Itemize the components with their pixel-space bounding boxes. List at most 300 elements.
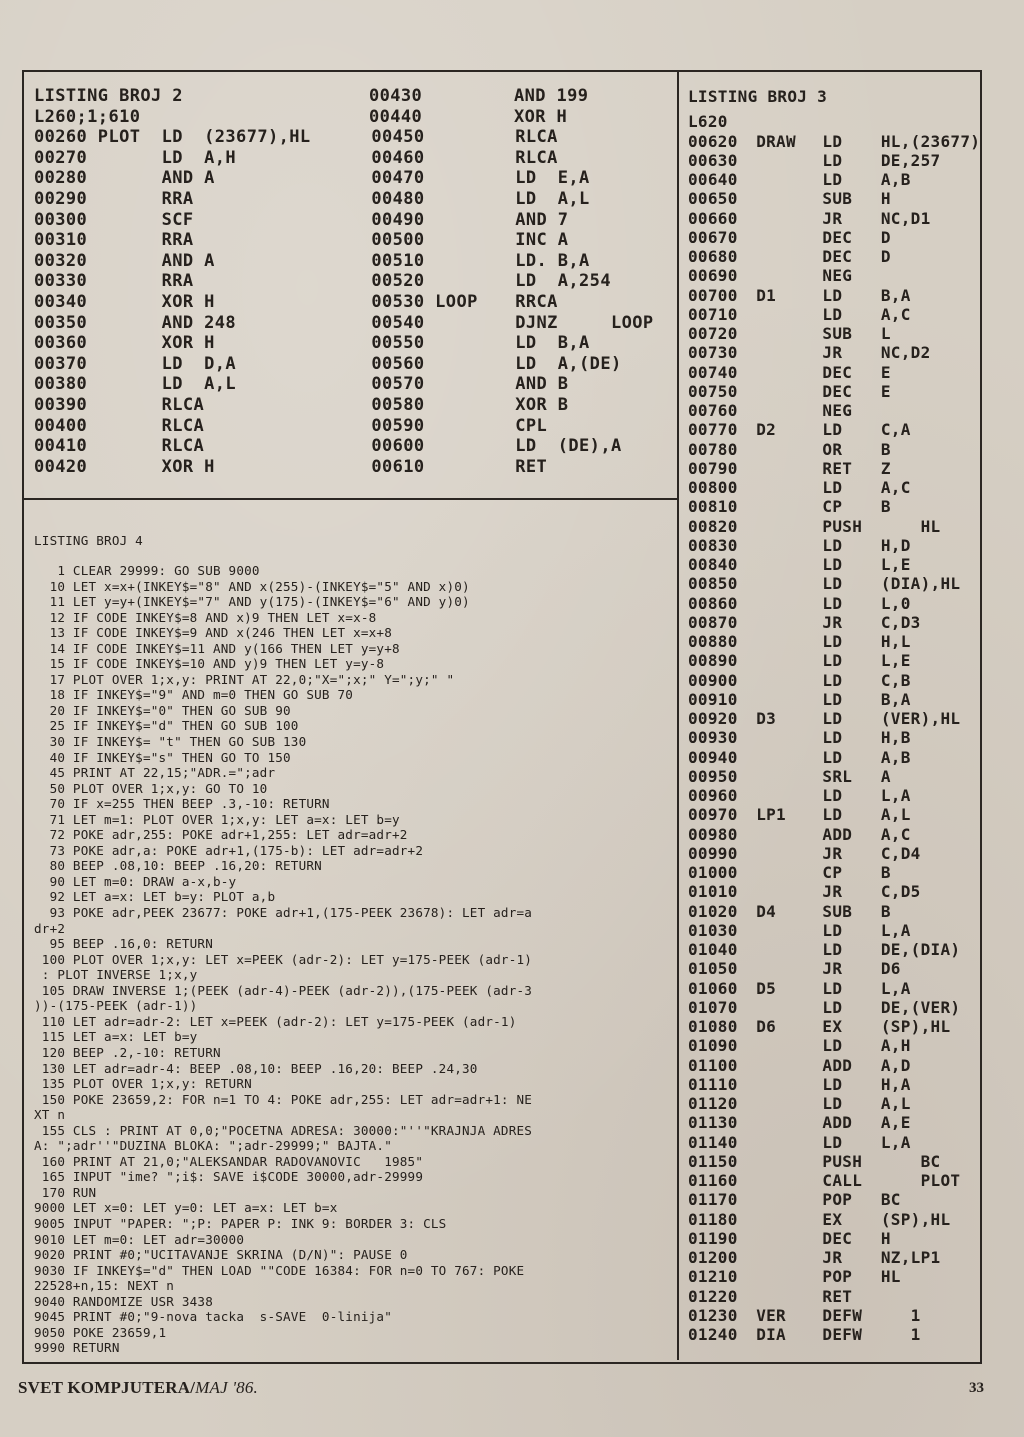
- listing-3-line-number: 01080: [688, 1017, 738, 1036]
- listing-3-row: [688, 651, 988, 670]
- listing-3-line-number: 01020: [688, 901, 738, 921]
- listing-4-line: 105 DRAW INVERSE 1;(PEEK (adr-4)-PEEK (adr-2)),(175-PEEK (adr-3: [34, 982, 533, 998]
- listing-3-operand: [881, 1287, 988, 1306]
- listing-3-operand: B: [880, 901, 891, 921]
- listing-3-operand: D: [880, 227, 891, 247]
- listing-4-line: 22528+n,15: NEXT n: [34, 1278, 175, 1294]
- listing-3-row: [688, 555, 988, 574]
- listing-3-line-number: 00700: [688, 285, 738, 305]
- listing-4-line: 90 LET m=0: DRAW a-x,b-y: [34, 873, 237, 889]
- listing-2-row: [34, 189, 674, 210]
- listing-3-operand: B,A: [880, 285, 911, 305]
- listing-2-instruction: RLCA: [515, 147, 558, 168]
- listing-3-label: D1: [756, 285, 777, 305]
- listing-2-instruction: LD B,A: [515, 333, 590, 354]
- listing-3-opcode: EX: [822, 1017, 843, 1036]
- listing-3-row: [688, 863, 988, 882]
- listing-3-operand: HL: [880, 516, 941, 536]
- listing-2-left-code: 00360 XOR H: [34, 333, 215, 354]
- listing-3-row: [688, 709, 988, 728]
- listing-4-line: 9045 PRINT #0;"9-nova tacka s-SAVE 0-linija": [34, 1309, 392, 1325]
- listing-2-left-code: 00320 AND A: [34, 250, 215, 271]
- listing-3-line-number: 00710: [688, 304, 738, 324]
- listing-2-row: [34, 436, 674, 457]
- listing-2-row: [34, 292, 674, 313]
- listing-3-row: [688, 459, 988, 478]
- listing-3-operand: L: [880, 324, 891, 343]
- listing-2-left-code: 00370 LD D,A: [34, 353, 237, 374]
- listing-3-operand: H,A: [880, 1074, 911, 1094]
- listing-3-operand: L,0: [880, 593, 911, 613]
- listing-3-line-number: 01110: [688, 1074, 738, 1094]
- listing-3-opcode: LD: [822, 593, 843, 613]
- listing-3-row: [688, 767, 988, 786]
- listing-2-left-code: 00290 RRA: [34, 188, 194, 209]
- listing-3-opcode: LD: [822, 997, 843, 1017]
- listing-3-label: [756, 651, 822, 670]
- listing-3-row: [688, 632, 988, 651]
- listing-2-left-code: 00350 AND 248: [34, 312, 237, 333]
- listing-4-line: 110 LET adr=adr-2: LET x=PEEK (adr-2): LET y=175-PEEK (adr-1): [34, 1013, 517, 1029]
- listing-3-line-number: 01030: [688, 920, 738, 940]
- listing-3-label: D4: [756, 901, 777, 921]
- listing-3-line-number: 00620: [688, 131, 738, 151]
- listing-3-line-number: 01120: [688, 1094, 738, 1113]
- listing-3-operand: A,H: [880, 1036, 911, 1056]
- listing-2-instruction: DJNZ LOOP: [515, 312, 654, 333]
- listing-3-row: [688, 1248, 988, 1267]
- listing-3-operand: H: [880, 189, 891, 209]
- listing-3-opcode: NEG: [822, 266, 853, 286]
- listing-3-opcode: DEC: [822, 247, 853, 266]
- listing-3-operand: C,B: [880, 670, 911, 690]
- listing-4-line: : PLOT INVERSE 1;x,y: [34, 967, 198, 983]
- listing-3-label: [756, 478, 822, 497]
- listing-4-line: 10 LET x=x+(INKEY$="8" AND x(255)-(INKEY$="5" AND x)0): [34, 578, 470, 594]
- listing-4-line: 14 IF CODE INKEY$=11 AND y(166 THEN LET y=y+8: [34, 640, 400, 656]
- listing-3-row: [688, 132, 988, 151]
- listing-2-left-code: 00310 RRA: [34, 230, 194, 251]
- listing-3-line-number: 01050: [688, 959, 738, 979]
- listing-2-instruction: RET: [515, 456, 548, 477]
- listing-3-row: [688, 1075, 988, 1094]
- listing-3-header: L620: [688, 112, 728, 132]
- listing-3-operand: NC,D2: [880, 343, 931, 363]
- listing-3-operand: L,A: [880, 786, 911, 805]
- listing-4-line: 100 PLOT OVER 1;x,y: LET x=PEEK (adr-2): LET y=175-PEEK (adr-1): [34, 951, 533, 967]
- listing-3-operand: A,B: [880, 747, 911, 767]
- listing-3-label: [756, 555, 822, 574]
- listing-3-line-number: 00980: [688, 824, 738, 844]
- listing-3-label: [756, 690, 822, 709]
- listing-3-line-number: 00670: [688, 227, 738, 247]
- listing-3-line-number: 01190: [688, 1228, 738, 1248]
- listing-4-line: 13 IF CODE INKEY$=9 AND x(246 THEN LET x=x+8: [34, 625, 392, 641]
- listing-4-line: A: ";adr''"DUZINA BLOKA: ";adr-29999;" BAJTA.": [34, 1138, 392, 1154]
- listing-3-operand: B,A: [880, 689, 911, 709]
- listing-4-line: 30 IF INKEY$= "t" THEN GO SUB 130: [34, 734, 307, 750]
- listing-3-operand: Z: [880, 458, 891, 478]
- listing-3-row: [688, 517, 988, 536]
- listing-4-title: LISTING BROJ 4: [34, 533, 143, 548]
- listing-3-row: [688, 748, 988, 767]
- listing-3-opcode: JR: [822, 959, 843, 979]
- listing-3-label: [756, 401, 822, 420]
- listing-3-row: [688, 1210, 988, 1229]
- listing-3-opcode: JR: [822, 343, 843, 363]
- listing-2-left-code: 00260 PLOT LD (23677),HL: [34, 127, 311, 148]
- listing-3-label: [756, 1171, 822, 1190]
- listing-3-opcode: LD: [822, 285, 843, 305]
- listing-3-opcode: LD: [822, 1036, 843, 1056]
- listing-4-line: 9000 LET x=0: LET y=0: LET a=x: LET b=x: [34, 1200, 338, 1216]
- listing-3-opcode: SUB: [822, 901, 853, 921]
- listing-2-title: LISTING BROJ 2: [34, 86, 183, 106]
- listing-2-line-number: 00520: [371, 271, 425, 292]
- listing-2-instruction: LD E,A: [515, 168, 590, 189]
- listing-3-operand: HL: [880, 1267, 901, 1287]
- listing-3-line-number: 00650: [688, 189, 738, 209]
- listing-3-line-number: 00780: [688, 439, 738, 459]
- listing-3-operand: L,A: [880, 920, 911, 940]
- listing-3-opcode: POP: [822, 1267, 853, 1287]
- listing-2-line-number: 00440: [369, 106, 423, 127]
- listing-3-opcode: PUSH: [822, 516, 863, 536]
- listing-3-opcode: LD: [822, 805, 843, 825]
- listing-3-row: [688, 594, 988, 613]
- listing-4-line: 73 POKE adr,a: POKE adr+1,(175-b): LET adr=adr+2: [34, 842, 424, 858]
- listing-3-row: [688, 1171, 988, 1190]
- listing-3-row: [688, 1113, 988, 1132]
- listing-3-opcode: DEC: [822, 381, 853, 401]
- listing-2-line-number: 00610: [371, 456, 425, 477]
- listing-3-operand: (VER),HL: [880, 709, 961, 728]
- listing-2-line-number: 00510: [371, 250, 425, 271]
- listing-3-operand: A,C: [880, 304, 911, 324]
- listing-3-operand: NZ,LP1: [880, 1248, 941, 1267]
- listing-3-label: [756, 767, 822, 786]
- listing-3-operand: A,L: [880, 805, 911, 825]
- listing-3-row: [688, 671, 988, 690]
- listing-3-label: [756, 863, 822, 882]
- listing-3-row: [688, 536, 988, 555]
- listing-4-line: 155 CLS : PRINT AT 0,0;"POCETNA ADRESA: 30000:"''"KRAJNJA ADRES: [34, 1122, 533, 1138]
- listing-3-label: [756, 305, 822, 324]
- listing-3-line-number: 00690: [688, 266, 738, 286]
- listing-3-label: [756, 459, 822, 478]
- listing-4-line: 50 PLOT OVER 1;x,y: GO TO 10: [34, 780, 268, 796]
- listing-3-row: [688, 825, 988, 844]
- listing-3-line-number: 00800: [688, 478, 738, 497]
- listing-2-left-code: 00280 AND A: [34, 168, 215, 189]
- listing-3-opcode: CALL: [822, 1171, 863, 1190]
- listing-3-line-number: 00660: [688, 208, 738, 228]
- listing-3-opcode: RET: [822, 458, 853, 478]
- listing-3-row: [688, 1056, 988, 1075]
- listing-3-opcode: LD: [822, 478, 843, 497]
- listing-3-line-number: 00810: [688, 497, 738, 517]
- listing-3-line-number: 00820: [688, 516, 738, 536]
- listing-3-line-number: 00680: [688, 247, 738, 266]
- listing-3-operand: A,E: [880, 1113, 911, 1133]
- listing-3-row: [688, 940, 988, 959]
- listing-3-opcode: LD: [822, 1132, 843, 1152]
- listing-3-opcode: JR: [822, 612, 843, 632]
- listing-3-operand: H,D: [880, 535, 911, 555]
- listing-3-opcode: POP: [822, 1190, 853, 1210]
- listing-3-label: [756, 1210, 822, 1229]
- listing-3-line-number: 00900: [688, 670, 738, 690]
- listing-3-opcode: LD: [822, 670, 843, 690]
- listing-3-opcode: DEC: [822, 1228, 853, 1248]
- listing-3-line-number: 00760: [688, 401, 738, 420]
- listing-3-operand: DE,(VER): [880, 997, 961, 1017]
- listing-3-line-number: 00750: [688, 381, 738, 401]
- magazine-name: SVET KOMPJUTERA/: [18, 1378, 196, 1397]
- listing-4-line: 70 IF x=255 THEN BEEP .3,-10: RETURN: [34, 796, 330, 812]
- listing-3-row: [688, 613, 988, 632]
- listing-3-label: [756, 748, 822, 767]
- listing-3-opcode: LD: [822, 150, 843, 170]
- listing-3-line-number: 01090: [688, 1036, 738, 1056]
- listing-4-line: 135 PLOT OVER 1;x,y: RETURN: [34, 1076, 252, 1092]
- listing-3-line-number: 01070: [688, 997, 738, 1017]
- listing-2-line-number: 00490: [371, 209, 425, 230]
- listing-3-line-number: 00830: [688, 535, 738, 555]
- listing-3-row: [688, 189, 988, 208]
- listing-4-line: 12 IF CODE INKEY$=8 AND x)9 THEN LET x=x-8: [34, 609, 377, 625]
- listing-3-operand: A,C: [880, 478, 911, 497]
- listing-3-operand: B: [880, 863, 891, 882]
- listing-3-label: [756, 170, 822, 189]
- listing-3-row: [688, 574, 988, 593]
- listing-3-row: [688, 209, 988, 228]
- listing-2-line-number: 00460: [371, 147, 425, 168]
- listing-3-opcode: JR: [822, 208, 843, 228]
- listing-2-instruction: CPL: [515, 415, 548, 436]
- listing-3-row: [688, 1017, 988, 1036]
- listing-3-line-number: 00630: [688, 150, 738, 170]
- listing-3-line-number: 00960: [688, 786, 738, 805]
- listing-2: [34, 86, 674, 477]
- listing-3-row: [688, 151, 988, 170]
- listing-2-left-code: 00340 XOR H: [34, 291, 215, 312]
- listing-2-line-number: 00480: [371, 188, 425, 209]
- listing-3-label: [756, 517, 822, 536]
- listing-4-line: 9040 RANDOMIZE USR 3438: [34, 1293, 213, 1309]
- listing-2-instruction: AND 199: [514, 86, 589, 106]
- listing-3-line-number: 00880: [688, 632, 738, 651]
- listing-3-opcode: JR: [822, 843, 843, 863]
- listing-2-left-code: 00380 LD A,L: [34, 374, 237, 395]
- listing-3-label: [756, 1036, 822, 1055]
- listing-4-line: 17 PLOT OVER 1;x,y: PRINT AT 22,0;"X=";x;" Y=";y;" ": [34, 671, 455, 687]
- listing-3-line-number: 00850: [688, 574, 738, 594]
- listing-3-operand: (DIA),HL: [880, 574, 961, 594]
- listing-3-label: [756, 1113, 822, 1132]
- listing-3-row: [688, 1267, 988, 1286]
- listing-3-operand: [881, 401, 988, 420]
- listing-3-row: [688, 324, 988, 343]
- listing-3-row: [688, 1325, 988, 1344]
- listing-4-line: 11 LET y=y+(INKEY$="7" AND y(175)-(INKEY$="6" AND y)0): [34, 594, 470, 610]
- listing-3-line-number: 00840: [688, 555, 738, 574]
- listing-2-line-number: 00550: [371, 333, 425, 354]
- listing-3-row: [688, 228, 988, 247]
- listing-4-line: 18 IF INKEY$="9" AND m=0 THEN GO SUB 70: [34, 687, 354, 703]
- listing-4-line: 150 POKE 23659,2: FOR n=1 TO 4: POKE adr,255: LET adr=adr+1: NE: [34, 1091, 533, 1107]
- listing-3-operand: (SP),HL: [880, 1209, 951, 1229]
- listing-3-label: [756, 1229, 822, 1248]
- listing-3-label: D2: [756, 420, 777, 440]
- listing-3-line-number: 00940: [688, 747, 738, 767]
- listing-3-opcode: LD: [822, 574, 843, 594]
- listing-3-label: [756, 1287, 822, 1306]
- listing-3-label: [756, 266, 822, 285]
- listing-3-row: [688, 247, 988, 266]
- listing-3-label: [756, 1094, 822, 1113]
- listing-3-row: [688, 1133, 988, 1152]
- listing-3-opcode: LD: [822, 689, 843, 709]
- listing-3-row: [688, 1036, 988, 1055]
- listing-3-operand: DE,(DIA): [880, 940, 961, 959]
- listing-3-label: [756, 1056, 822, 1075]
- listing-3-label: DRAW: [756, 131, 796, 151]
- listing-3-row: [688, 286, 988, 305]
- listing-2-left-code: 00330 RRA: [34, 271, 194, 292]
- listing-3-opcode: RET: [822, 1286, 853, 1306]
- listing-3-operand: L,A: [880, 1132, 911, 1152]
- listing-3-row: [688, 420, 988, 439]
- listing-3-opcode: JR: [822, 1248, 843, 1267]
- listing-2-left-code: 00420 XOR H: [34, 456, 215, 477]
- listing-3-row: [688, 382, 988, 401]
- listing-3-line-number: 01140: [688, 1132, 738, 1152]
- listing-4-line: 1 CLEAR 29999: GO SUB 9000: [34, 563, 260, 578]
- listing-3-opcode: LD: [822, 304, 843, 324]
- listing-2-row: [34, 251, 674, 272]
- listing-4-line: 45 PRINT AT 22,15;"ADR.=";adr: [34, 765, 276, 781]
- listing-2-instruction: LD A,254: [515, 271, 611, 292]
- listing-4-line: 20 IF INKEY$="0" THEN GO SUB 90: [34, 702, 291, 718]
- listing-3-opcode: OR: [822, 439, 843, 459]
- listing-divider-vertical: [677, 72, 679, 1360]
- listing-4-line: 170 RUN: [34, 1184, 97, 1200]
- listing-3-operand: A: [880, 766, 891, 786]
- listing-3-line-number: 01230: [688, 1305, 738, 1325]
- listing-3-line-number: 00890: [688, 651, 738, 671]
- listing-3-label: [756, 343, 822, 362]
- listing-3-operand: BC: [880, 1190, 901, 1210]
- listing-3-opcode: LD: [822, 709, 843, 728]
- listing-3-opcode: PUSH: [822, 1151, 863, 1171]
- listing-3-operand: C,D5: [880, 882, 921, 902]
- listing-3-label: [756, 497, 822, 516]
- listing-3-label: [756, 632, 822, 651]
- listing-3-row: [688, 266, 988, 285]
- listing-3-label: [756, 940, 822, 959]
- listing-3-row: [688, 690, 988, 709]
- listing-3-opcode: DEFW: [822, 1305, 863, 1325]
- listing-3-row: [688, 1094, 988, 1113]
- listing-4-line: 130 LET adr=adr-4: BEEP .08,10: BEEP .16,20: BEEP .24,30: [34, 1060, 478, 1076]
- listing-2-row: [34, 354, 674, 375]
- page-number: 33: [969, 1380, 984, 1396]
- listing-3-opcode: SUB: [822, 189, 853, 209]
- listing-3-row: [688, 1306, 988, 1325]
- listing-4-line: 72 POKE adr,255: POKE adr+1,255: LET adr=adr+2: [34, 827, 408, 843]
- listing-3-opcode: LD: [822, 131, 843, 151]
- listing-3-line-number: 00910: [688, 689, 738, 709]
- listing-3-label: [756, 228, 822, 247]
- listing-3-line-number: 01180: [688, 1209, 738, 1229]
- listing-3-line-number: 00790: [688, 458, 738, 478]
- listing-3-label: [756, 324, 822, 343]
- listing-3-label: [756, 1152, 822, 1171]
- listing-3-line-number: 00950: [688, 766, 738, 786]
- listing-4-line: 9990 RETURN: [34, 1340, 120, 1356]
- listing-3-operand: 1: [880, 1305, 921, 1325]
- listing-3-label: [756, 1248, 822, 1267]
- listing-3-row: [688, 343, 988, 362]
- listing-2-line-number: 00500: [371, 230, 425, 251]
- listing-3-line-number: 00920: [688, 709, 738, 728]
- listing-3-operand: C,D4: [880, 843, 921, 863]
- listing-4-line: 9010 LET m=0: LET adr=30000: [34, 1231, 245, 1247]
- listing-2-instruction: INC A: [515, 230, 569, 251]
- listing-2-instruction: AND B: [515, 374, 569, 395]
- listing-2-instruction: RRCA: [515, 291, 558, 312]
- listing-3-opcode: LD: [822, 1074, 843, 1094]
- listing-2-row: [34, 416, 674, 437]
- listing-4-line: 9020 PRINT #0;"UCITAVANJE SKRINA (D/N)": PAUSE 0: [34, 1247, 408, 1263]
- listing-2-row: [34, 333, 674, 354]
- listing-3-line-number: 01040: [688, 940, 738, 959]
- listing-2-instruction: LD A,(DE): [515, 353, 622, 374]
- listing-3-row: [688, 786, 988, 805]
- listing-3-label: [756, 671, 822, 690]
- listing-4-line: 25 IF INKEY$="d" THEN GO SUB 100: [34, 718, 299, 734]
- listing-3-opcode: LD: [822, 786, 843, 805]
- listing-3-label: DIA: [756, 1325, 786, 1344]
- listing-3-label: [756, 728, 822, 747]
- listing-2-row: [34, 395, 674, 416]
- listing-3-operand: [881, 266, 988, 285]
- listing-4-line: 80 BEEP .08,10: BEEP .16,20: RETURN: [34, 858, 322, 874]
- listing-3-opcode: CP: [822, 863, 843, 882]
- listing-2-row: [34, 127, 674, 148]
- listing-3-line-number: 01240: [688, 1325, 738, 1344]
- listing-3-label: D3: [756, 709, 777, 728]
- listing-3-line-number: 01150: [688, 1151, 738, 1171]
- listing-3-opcode: LD: [822, 170, 843, 189]
- listing-3-label: [756, 825, 822, 844]
- listing-3-line-number: 00870: [688, 612, 738, 632]
- listing-3-line-number: 01010: [688, 882, 738, 902]
- listing-3-opcode: SUB: [822, 324, 853, 343]
- listing-3: [688, 87, 988, 1344]
- listing-3-row: [688, 1190, 988, 1209]
- listing-2-row: [34, 168, 674, 189]
- listing-2-row: [34, 271, 674, 292]
- listing-2-line-number: 00530 LOOP: [371, 291, 478, 312]
- listing-4-line: 9005 INPUT "PAPER: ";P: PAPER P: INK 9: BORDER 3: CLS: [34, 1215, 447, 1231]
- listing-3-row: [688, 401, 988, 420]
- listing-3-opcode: LD: [822, 555, 843, 574]
- listing-3-label: [756, 959, 822, 978]
- listing-3-opcode: LD: [822, 978, 843, 998]
- listing-3-line-number: 01210: [688, 1267, 738, 1287]
